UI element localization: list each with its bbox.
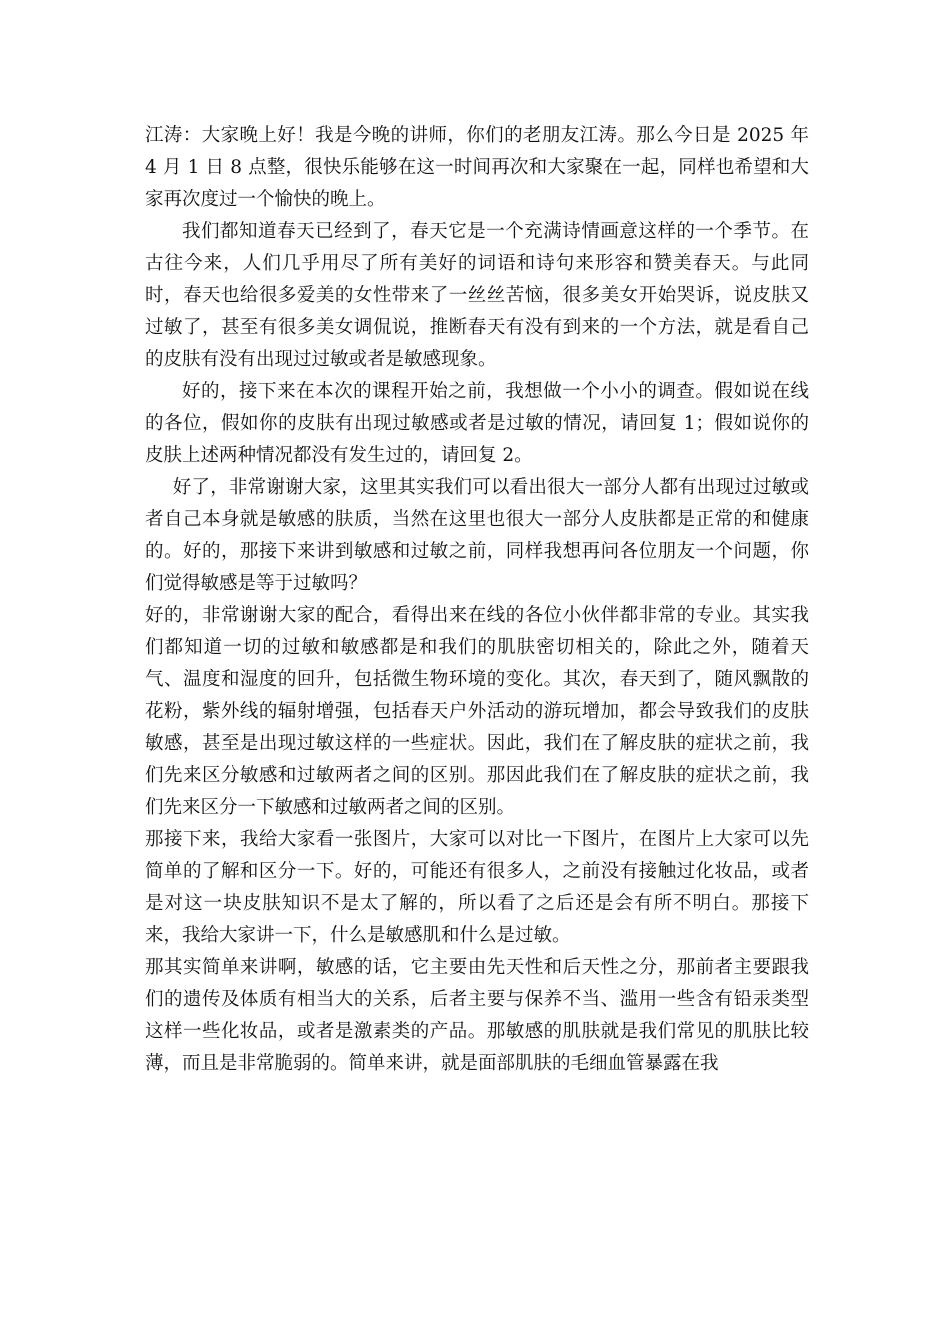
paragraph-spring: 我们都知道春天已经到了，春天它是一个充满诗情画意这样的一个季节。在古往今来，人们几乎用尽了所有美好的词语和诗句来形容和赞美春天。与此同时，春天也给很多爱美的女性带来了一丝丝苦恼，很多美女开始哭诉，说皮肤又过敏了，甚至有很多美女调侃说，推断春天有没有到来的一个方法，就是看自己的皮肤有没有出现过过敏或者是敏感现象。 xyxy=(145,221,809,370)
paragraph-explanation: 那其实简单来讲啊，敏感的话，它主要由先天性和后天性之分，那前者主要跟我们的遗传及体质有相当大的关系，后者主要与保养不当、滥用一些含有铅汞类型这样一些化妆品，或者是激素类的产品。那敏感的肌肤就是我们常见的肌肤比较薄，而且是非常脆弱的。简单来讲，就是面部肌肤的毛细血管暴露在我 xyxy=(145,957,809,1074)
paragraph-image: 那接下来，我给大家看一张图片，大家可以对比一下图片，在图片上大家可以先简单的了解和区分一下。好的，可能还有很多人，之前没有接触过化妆品，或者是对这一块皮肤知识不是太了解的，所以看了之后还是会有所不明白。那接下来，我给大家讲一下，什么是敏感肌和什么是过敏。 xyxy=(145,829,809,946)
document-body xyxy=(145,120,809,1080)
paragraph-intro: 江涛：大家晚上好！我是今晚的讲师，你们的老朋友江涛。那么今日是 2025 年 4 月 1 日 8 点整，很快乐能够在这一时间再次和大家聚在一起，同样也希望和大家再次度过一个愉快的晚上。 xyxy=(145,125,809,210)
paragraph-survey: 好的，接下来在本次的课程开始之前，我想做一个小小的调查。假如说在线的各位，假如你的皮肤有出现过敏感或者是过敏的情况，请回复 1；假如说你的皮肤上述两种情况都没有发生过的，请回复 2。 xyxy=(145,381,809,466)
paragraph-causes: 好的，非常谢谢大家的配合，看得出来在线的各位小伙伴都非常的专业。其实我们都知道一切的过敏和敏感都是和我们的肌肤密切相关的，除此之外，随着天气、温度和湿度的回升，包括微生物环境的变化。其次，春天到了，随风飘散的花粉，紫外线的辐射增强，包括春天户外活动的游玩增加，都会导致我们的皮肤敏感，甚至是出现过敏这样的一些症状。因此，我们在了解皮肤的症状之前，我们先来区分敏感和过敏两者之间的区别。那因此我们在了解皮肤的症状之前，我们先来区分一下敏感和过敏两者之间的区别。 xyxy=(145,605,809,818)
paragraph-thanks: 好了，非常谢谢大家，这里其实我们可以看出很大一部分人都有出现过过敏或者自己本身就是敏感的肤质，当然在这里也很大一部分人皮肤都是正常的和健康的。好的，那接下来讲到敏感和过敏之前，同样我想再问各位朋友一个问题，你们觉得敏感是等于过敏吗？ xyxy=(145,477,809,594)
